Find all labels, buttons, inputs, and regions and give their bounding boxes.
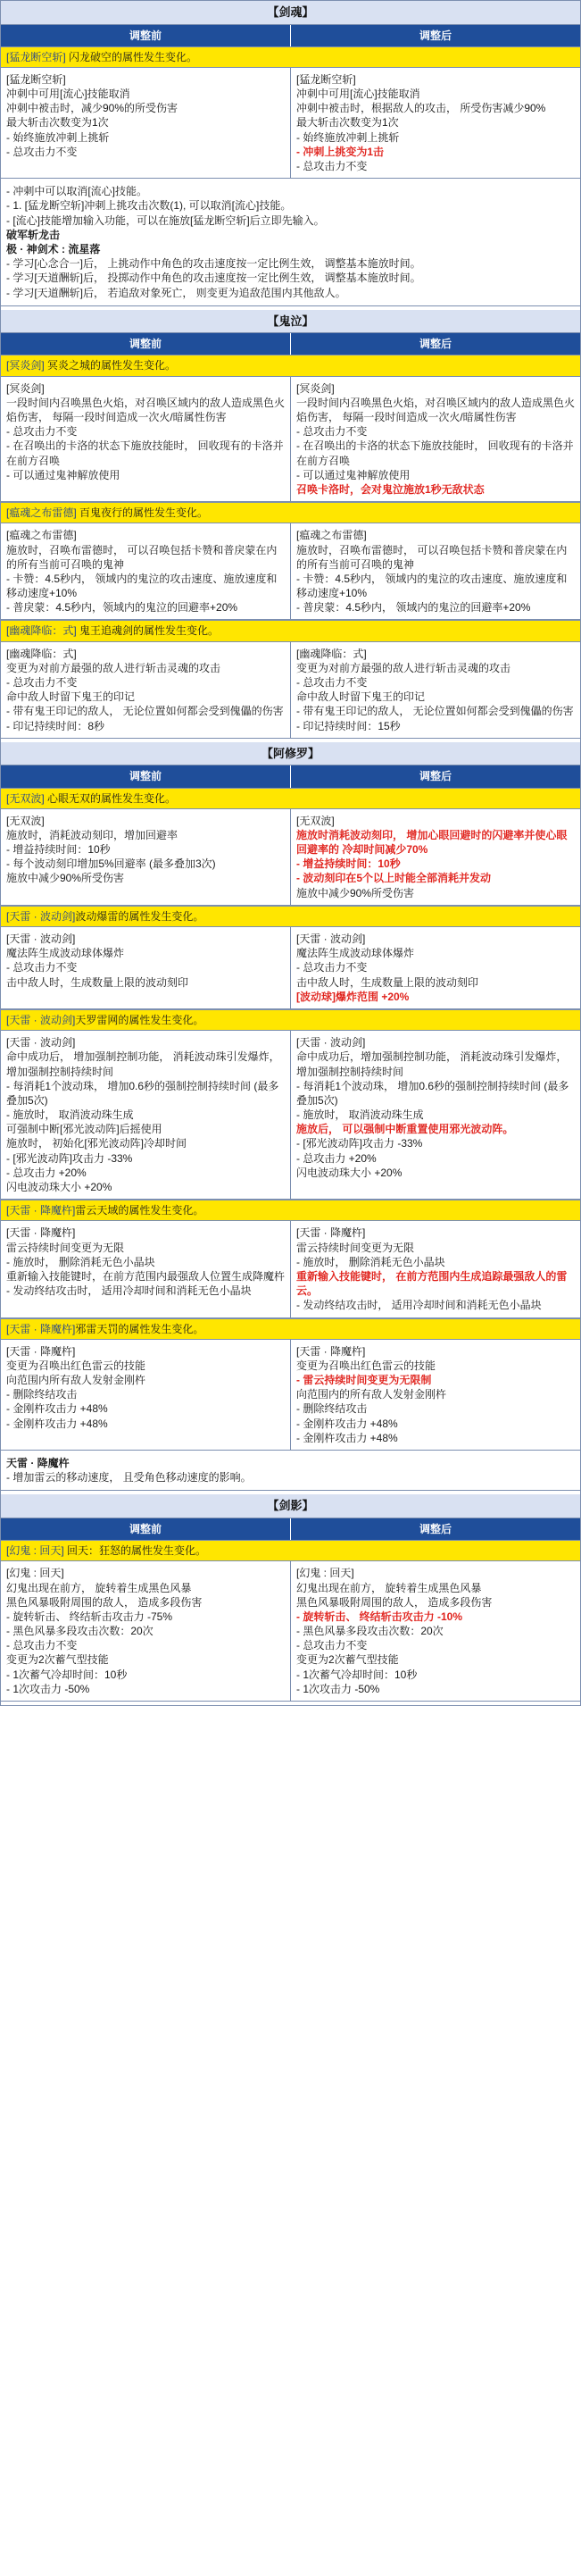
before-line: [天雷 · 波动剑] <box>6 933 76 946</box>
note-line: 破军斩龙击 <box>6 228 61 241</box>
after-line: - 波动刻印在5个以上时能全部消耗并发动 <box>296 872 492 885</box>
after-line: - 1次蓄气冷却时间：10秒 <box>296 1668 418 1681</box>
skill-change-description: 冥炎之城的属性发生变化。 <box>44 359 177 372</box>
comparison-row <box>1 1340 580 1451</box>
before-line: [猛龙断空斩] <box>6 72 66 86</box>
before-line: - 总攻击力不变 <box>6 1639 78 1652</box>
skill-change-title <box>1 502 580 523</box>
before-line: - 总攻击力不变 <box>6 425 78 439</box>
note-line: - 1. [猛龙断空斩]冲刺上挑攻击次数(1), 可以取消[流心]技能。 <box>6 199 292 213</box>
after-line: - 增益持续时间：10秒 <box>296 857 401 871</box>
before-line: [幽魂降临：式] <box>6 647 77 660</box>
before-cell <box>1 927 291 1008</box>
before-cell <box>1 523 291 619</box>
after-line: 冲刺中可用[流心]技能取消 <box>296 88 420 101</box>
after-line: 施放后， 可以强制中断重置使用邪光波动阵。 <box>296 1123 514 1136</box>
after-line: - 总攻击力不变 <box>296 676 368 690</box>
skill-name-tag: [天雷 · 波动剑] <box>6 1013 76 1026</box>
after-line: 黑色风暴吸附周围的敌人， 造成多段伤害 <box>296 1595 493 1609</box>
before-line: [冥炎剑] <box>6 381 45 395</box>
note-line: - 增加雷云的移动速度， 且受角色移动速度的影响。 <box>6 1471 252 1485</box>
after-line: [波动球]爆炸范围 +20% <box>296 990 410 1003</box>
after-line: - 总攻击力不变 <box>296 160 368 173</box>
before-line: 最大斩击次数变为1次 <box>6 116 109 130</box>
before-line: - 可以通过鬼神解放使用 <box>6 468 120 481</box>
before-cell <box>1 377 291 502</box>
after-line: 雷云持续时间变更为无限 <box>296 1241 415 1254</box>
before-line: 施放时， 初始化[邪光波动阵]冷却时间 <box>6 1137 187 1150</box>
column-after-label: 调整后 <box>419 338 452 351</box>
after-line: 施放中减少90%所受伤害 <box>296 886 415 899</box>
before-line: - 金刚杵攻击力 +48% <box>6 1402 108 1416</box>
before-line: - 总攻击力不变 <box>6 145 78 158</box>
before-cell <box>1 1561 291 1701</box>
after-line: - 金刚杵攻击力 +48% <box>296 1417 398 1430</box>
after-line: - 印记持续时间：15秒 <box>296 719 401 732</box>
before-line: - 总攻击力不变 <box>6 676 78 690</box>
skill-change-description: 回天：狂怒的属性发生变化。 <box>63 1544 207 1558</box>
after-line: - [邪光波动阵]攻击力 -33% <box>296 1137 423 1150</box>
before-line: - 卡赞：4.5秒内， 领域内的鬼泣的攻击速度、施放速度和移动速度+10% <box>6 572 278 600</box>
before-line: - 施放时， 删除消耗无色小晶块 <box>6 1255 155 1268</box>
before-line: [瘟魂之布雷德] <box>6 529 77 542</box>
after-line: 施放时消耗波动刻印， 增加心眼回避时的闪避率并使心眼回避率的 冷却时间减少70% <box>296 828 568 857</box>
after-line: 向范围内的所有敌人发射金刚杵 <box>296 1388 447 1401</box>
before-line: - 印记持续时间：8秒 <box>6 719 105 732</box>
after-line: 变更为对前方最强的敌人进行斩击灵魂的攻击 <box>296 661 511 674</box>
column-before-label: 调整前 <box>1 1518 291 1540</box>
after-line: - 每消耗1个波动珠， 增加0.6秒的强制控制持续时间 (最多叠加5次) <box>296 1079 569 1107</box>
comparison-row <box>1 1561 580 1702</box>
before-line: - 在召唤出的卡洛的状态下施放技能时， 回收现有的卡洛并在前方召唤 <box>6 439 284 467</box>
class-header: 【鬼泣】 <box>1 310 580 334</box>
after-line: - 金刚杵攻击力 +48% <box>296 1431 398 1444</box>
comparison-row <box>1 927 580 1009</box>
skill-name-tag: [冥炎剑] <box>6 359 45 372</box>
before-line: 重新输入技能键时，在前方范围内最强敌人位置生成降魔杵 <box>6 1269 286 1283</box>
after-line: [冥炎剑] <box>296 381 335 395</box>
before-line: 闪电波动珠大小 +20% <box>6 1181 112 1194</box>
skill-name-tag: [幻鬼 : 回天] <box>6 1544 64 1558</box>
after-line: - 带有鬼王印记的敌人， 无论位置如何都会受到傀儡的伤害 <box>296 705 574 718</box>
before-cell <box>1 68 291 178</box>
after-line: 命中敌人时留下鬼王的印记 <box>296 690 426 704</box>
after-line: [天雷 · 波动剑] <box>296 1036 366 1050</box>
after-line: 闪电波动珠大小 +20% <box>296 1166 403 1179</box>
after-cell <box>291 809 580 905</box>
before-cell <box>1 1340 291 1450</box>
skill-change-description: 雷云天域的属性发生变化。 <box>75 1204 204 1217</box>
after-line: 命中成功后，增加强制控制功能， 消耗波动珠引发爆炸，增加强制控制持续时间 <box>296 1050 568 1078</box>
skill-change-title <box>1 906 580 927</box>
note-line: - 冲刺中可以取消[流心]技能。 <box>6 185 147 198</box>
after-cell <box>291 1561 580 1701</box>
before-line: 变更为召唤出红色雷云的技能 <box>6 1359 146 1372</box>
after-line: [幻鬼 : 回天] <box>296 1567 354 1580</box>
skill-name-tag: [瘟魂之布雷德] <box>6 506 77 520</box>
after-line: - 可以通过鬼神解放使用 <box>296 468 411 481</box>
before-line: - 始终施放冲刺上挑斩 <box>6 130 110 144</box>
before-line: [天雷 · 降魔杵] <box>6 1344 76 1358</box>
skill-change-title <box>1 46 580 68</box>
column-after-label: 调整后 <box>419 29 452 42</box>
before-line: - 带有鬼王印记的敌人， 无论位置如何都会受到傀儡的伤害 <box>6 705 284 718</box>
after-line: 冲刺中被击时，根据敌人的攻击， 所受伤害减少90% <box>296 102 546 115</box>
after-line: 施放时，召唤布雷德时， 可以召唤包括卡赞和普戾蒙在内的所有当前可召唤的鬼神 <box>296 543 568 571</box>
column-header-row <box>1 333 580 355</box>
after-line: - 旋转斩击、 终结斩击攻击力 -10% <box>296 1610 463 1623</box>
after-line: 变更为2次蓄气型技能 <box>296 1653 399 1667</box>
after-cell <box>291 1340 580 1450</box>
comparison-row <box>1 377 580 503</box>
before-cell <box>1 642 291 738</box>
note-line: - 学习[天道酬斩]后， 若追敌对象死亡， 则变更为追敌范围内其他敌人。 <box>6 286 346 299</box>
before-line: - 每个波动刻印增加5%回避率 (最多叠加3次) <box>6 857 216 871</box>
after-line: - 删除终结攻击 <box>296 1402 368 1416</box>
additional-notes <box>1 179 580 306</box>
before-line: 变更为2次蓄气型技能 <box>6 1653 109 1667</box>
skill-change-title <box>1 1318 580 1340</box>
before-line: 雷云持续时间变更为无限 <box>6 1241 125 1254</box>
after-line: - 施放时， 删除消耗无色小晶块 <box>296 1255 445 1268</box>
after-line: 最大斩击次数变为1次 <box>296 116 399 130</box>
after-line: - 发动终结攻击时， 适用冷却时间和消耗无色小晶块 <box>296 1299 542 1312</box>
skill-name-tag: [天雷 · 降魔杵] <box>6 1204 76 1217</box>
column-header-row <box>1 1518 580 1540</box>
before-line: 击中敌人时，生成数量上限的波动刻印 <box>6 975 189 989</box>
after-cell <box>291 1221 580 1317</box>
comparison-row <box>1 642 580 739</box>
before-line: 可强制中断[邪光波动阵]后摇使用 <box>6 1123 162 1136</box>
after-line: 召唤卡洛时，会对鬼泣施放1秒无敌状态 <box>296 482 485 496</box>
comparison-row <box>1 1221 580 1317</box>
before-line: 魔法阵生成波动球体爆炸 <box>6 947 125 960</box>
column-before-label: 调整前 <box>1 25 291 46</box>
note-line: - 学习[天道酬斩]后， 投掷动作中角色的攻击速度按一定比例生效， 调整基本施放时间。 <box>6 272 421 285</box>
before-line: [无双波] <box>6 814 45 827</box>
before-line: - 每消耗1个波动珠， 增加0.6秒的强制控制持续时间 (最多叠加5次) <box>6 1079 279 1107</box>
after-line: - 总攻击力不变 <box>296 425 368 439</box>
before-line: 黑色风暴吸附周围的敌人， 造成多段伤害 <box>6 1595 203 1609</box>
note-line: - 学习[心念合一]后， 上挑动作中角色的攻击速度按一定比例生效， 调整基本施放时间。 <box>6 257 421 271</box>
before-line: 冲刺中被击时，减少90%的所受伤害 <box>6 102 178 115</box>
comparison-row <box>1 809 580 906</box>
after-cell <box>291 377 580 502</box>
after-line: 变更为召唤出红色雷云的技能 <box>296 1359 436 1372</box>
before-line: [幻鬼 : 回天] <box>6 1567 64 1580</box>
skill-name-tag: [猛龙断空斩] <box>6 50 66 63</box>
after-line: 击中敌人时，生成数量上限的波动刻印 <box>296 975 479 989</box>
before-line: 冲刺中可用[流心]技能取消 <box>6 88 130 101</box>
after-line: - 1次攻击力 -50% <box>296 1682 380 1695</box>
skill-change-description: 心眼无双的属性发生变化。 <box>44 791 177 805</box>
skill-change-title <box>1 1009 580 1031</box>
skill-change-description: 闪龙破空的属性发生变化。 <box>65 50 198 63</box>
before-line: - 施放时， 取消波动珠生成 <box>6 1108 134 1122</box>
before-cell <box>1 1031 291 1199</box>
after-line: [瘟魂之布雷德] <box>296 529 367 542</box>
skill-change-title <box>1 355 580 376</box>
before-line: 施放时，消耗波动刻印，增加回避率 <box>6 828 178 841</box>
after-line: - 卡赞：4.5秒内， 领域内的鬼泣的攻击速度、施放速度和移动速度+10% <box>296 572 568 600</box>
skill-change-title <box>1 1540 580 1561</box>
class-header: 【剑魂】 <box>1 1 580 25</box>
before-line: - 金刚杵攻击力 +48% <box>6 1417 108 1430</box>
after-line: [天雷 · 波动剑] <box>296 933 366 946</box>
after-line: [无双波] <box>296 814 335 827</box>
after-line: - 在召唤出的卡洛的状态下施放技能时， 回收现有的卡洛并在前方召唤 <box>296 439 574 467</box>
before-line: 施放中减少90%所受伤害 <box>6 872 125 885</box>
skill-name-tag: [无双波] <box>6 791 45 805</box>
skill-change-description: 邪雷天罚的属性发生变化。 <box>75 1322 204 1335</box>
skill-change-title <box>1 788 580 809</box>
before-line: [天雷 · 降魔杵] <box>6 1226 76 1240</box>
before-line: 幻鬼出现在前方， 旋转着生成黑色风暴 <box>6 1581 192 1594</box>
note-line: - [流心]技能增加输入功能，可以在施放[猛龙断空斩]后立即先输入。 <box>6 213 325 227</box>
skill-change-description: 波动爆雷的属性发生变化。 <box>75 909 204 923</box>
before-line: - 黑色风暴多段攻击次数：20次 <box>6 1625 154 1638</box>
column-before-label: 调整前 <box>1 333 291 355</box>
before-line: 向范围内所有敌人发射金刚杵 <box>6 1374 146 1387</box>
after-line: 幻鬼出现在前方， 旋转着生成黑色风暴 <box>296 1581 482 1594</box>
column-after-label: 调整后 <box>419 1522 452 1535</box>
after-line: - 总攻击力不变 <box>296 1639 368 1652</box>
after-line: 重新输入技能键时， 在前方范围内生成追踪最强敌人的雷云。 <box>296 1269 568 1298</box>
before-line: 命中成功后， 增加强制控制功能， 消耗波动珠引发爆炸，增加强制控制持续时间 <box>6 1050 280 1078</box>
before-line: [天雷 · 波动剑] <box>6 1036 76 1050</box>
after-line: [天雷 · 降魔杵] <box>296 1226 366 1240</box>
skill-name-tag: [幽魂降临：式] <box>6 624 77 638</box>
before-line: - 旋转斩击、 终结斩击攻击力 -75% <box>6 1610 173 1623</box>
comparison-row <box>1 1031 580 1200</box>
comparison-row <box>1 523 580 620</box>
note-line: 极 · 神剑术 : 流星落 <box>6 242 101 255</box>
after-line: - 施放时， 取消波动珠生成 <box>296 1108 424 1122</box>
before-line: 变更为对前方最强的敌人进行斩击灵魂的攻击 <box>6 661 221 674</box>
before-line: - 发动终结攻击时， 适用冷却时间和消耗无色小晶块 <box>6 1284 252 1298</box>
before-line: - 1次攻击力 -50% <box>6 1682 90 1695</box>
after-line: 一段时间内召唤黑色火焰，对召唤区域内的敌人造成黑色火焰伤害， 每隔一段时间造成一次火/暗属性伤害 <box>296 396 576 424</box>
skill-change-title <box>1 620 580 641</box>
before-line: - 总攻击力不变 <box>6 961 78 974</box>
after-line: - 始终施放冲刺上挑斩 <box>296 130 400 144</box>
before-line: - 删除终结攻击 <box>6 1388 78 1401</box>
skill-name-tag: [天雷 · 降魔杵] <box>6 1322 76 1335</box>
skill-change-title <box>1 1200 580 1221</box>
before-line: - 增益持续时间：10秒 <box>6 843 111 857</box>
before-line: 施放时，召唤布雷德时， 可以召唤包括卡赞和普戾蒙在内的所有当前可召唤的鬼神 <box>6 543 278 571</box>
skill-name-tag: [天雷 · 波动剑] <box>6 909 76 923</box>
before-line: - [邪光波动阵]攻击力 -33% <box>6 1151 133 1165</box>
after-line: - 冲刺上挑变为1击 <box>296 145 385 158</box>
before-line: 一段时间内召唤黑色火焰，对召唤区域内的敌人造成黑色火焰伤害， 每隔一段时间造成一次火/暗属性伤害 <box>6 396 286 424</box>
after-line: - 总攻击力 +20% <box>296 1151 377 1165</box>
after-cell <box>291 927 580 1008</box>
skill-change-description: 百鬼夜行的属性发生变化。 <box>76 506 209 520</box>
after-line: [猛龙断空斩] <box>296 72 356 86</box>
before-cell <box>1 809 291 905</box>
after-line: - 黑色风暴多段攻击次数：20次 <box>296 1625 444 1638</box>
after-line: [幽魂降临：式] <box>296 647 367 660</box>
after-cell <box>291 1031 580 1199</box>
before-line: - 总攻击力 +20% <box>6 1166 87 1179</box>
after-line: 魔法阵生成波动球体爆炸 <box>296 947 415 960</box>
before-line: - 普戾蒙：4.5秒内，领域内的鬼泣的回避率+20% <box>6 601 238 615</box>
before-line: - 1次蓄气冷却时间：10秒 <box>6 1668 128 1681</box>
before-line: 命中敌人时留下鬼王的印记 <box>6 690 136 704</box>
after-line: - 普戾蒙：4.5秒内， 领域内的鬼泣的回避率+20% <box>296 601 531 615</box>
before-cell <box>1 1221 291 1317</box>
after-line: [天雷 · 降魔杵] <box>296 1344 366 1358</box>
after-cell <box>291 68 580 178</box>
skill-change-description: 鬼王追魂剑的属性发生变化。 <box>76 624 220 638</box>
comparison-row <box>1 68 580 179</box>
class-header: 【剑影】 <box>1 1494 580 1518</box>
note-line: 天雷 · 降魔杵 <box>6 1457 70 1470</box>
after-cell <box>291 523 580 619</box>
column-header-row <box>1 25 580 46</box>
after-cell <box>291 642 580 738</box>
column-after-label: 调整后 <box>419 770 452 783</box>
additional-notes <box>1 1451 580 1491</box>
class-header: 【阿修罗】 <box>1 742 580 766</box>
column-header-row <box>1 765 580 787</box>
after-line: - 总攻击力不变 <box>296 961 368 974</box>
skill-change-description: 天罗雷网的属性发生变化。 <box>75 1013 204 1026</box>
section-gap <box>1 1702 580 1705</box>
after-line: - 雷云持续时间变更为无限制 <box>296 1374 432 1387</box>
column-before-label: 调整前 <box>1 765 291 787</box>
